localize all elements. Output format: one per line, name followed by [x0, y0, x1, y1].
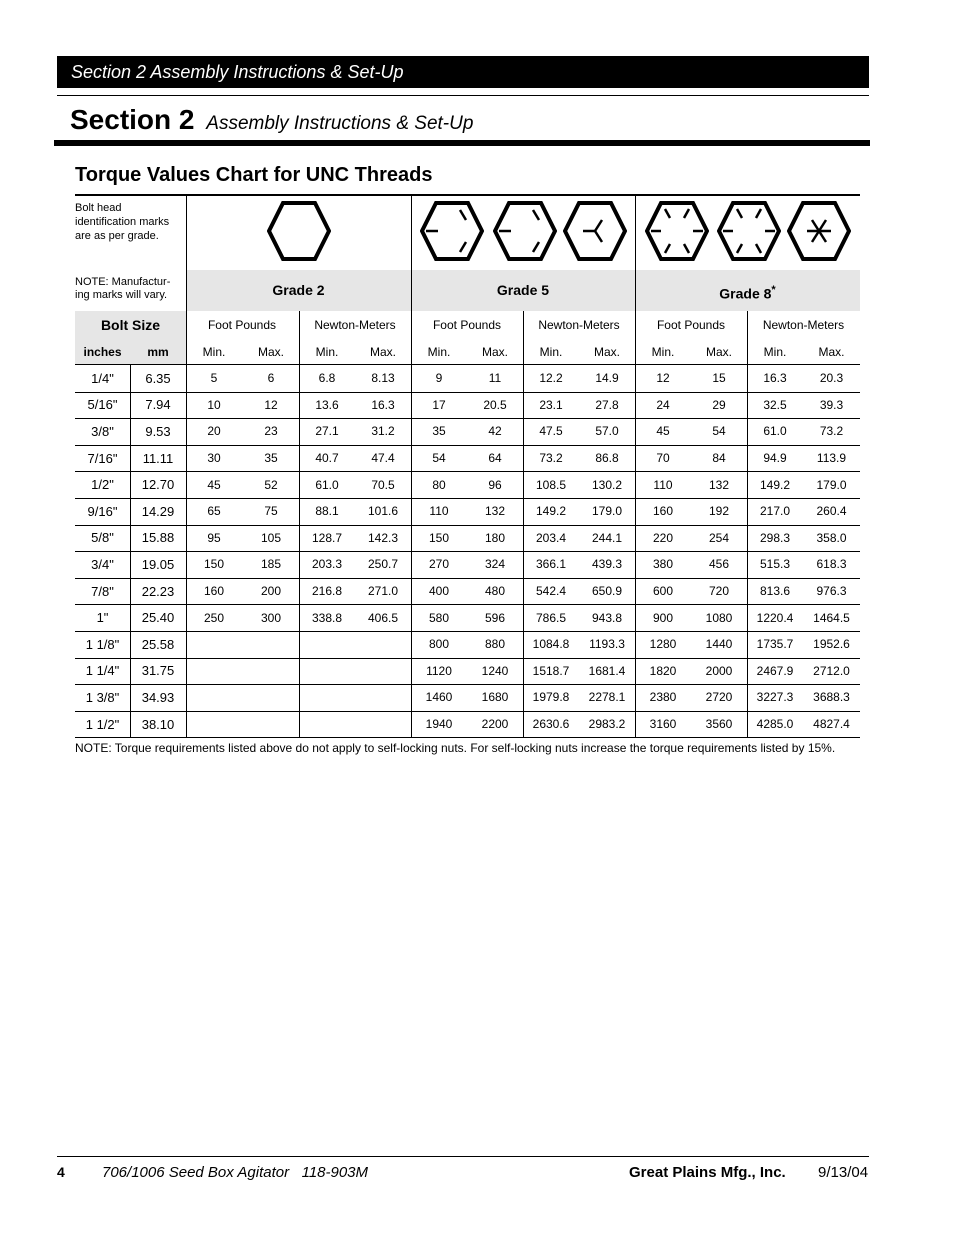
torque-value: 45 — [656, 424, 670, 439]
torque-value: 142.3 — [367, 530, 399, 545]
bolt-size-inches: 1/2" — [91, 477, 114, 493]
torque-value: 160 — [652, 504, 674, 519]
torque-value: 217.0 — [759, 504, 791, 519]
torque-value: 380 — [652, 557, 674, 572]
torque-value: 5 — [210, 371, 218, 386]
torque-value — [299, 684, 355, 711]
torque-value: 2630.6 — [532, 717, 570, 732]
torque-value: 300 — [260, 610, 282, 625]
torque-value: 244.1 — [591, 530, 623, 545]
bolt-size-inches: 7/8" — [91, 583, 114, 599]
torque-value: 20 — [207, 424, 221, 439]
torque-value: 4285.0 — [756, 717, 794, 732]
bolt-size-mm: 11.11 — [142, 450, 174, 466]
torque-value: 96 — [488, 477, 502, 492]
torque-value: 14.9 — [595, 371, 619, 386]
min-header: Min. — [651, 344, 675, 359]
section-divider — [54, 140, 870, 146]
table-row — [75, 711, 860, 738]
bolt-size-mm: 34.93 — [141, 689, 175, 705]
bolt-size-mm: 14.29 — [141, 503, 175, 519]
torque-value: 358.0 — [816, 530, 847, 545]
torque-value: 1952.6 — [813, 637, 850, 652]
torque-value — [186, 684, 242, 711]
torque-value: 813.6 — [759, 584, 791, 599]
torque-value: 31.2 — [371, 424, 395, 439]
torque-value — [299, 711, 355, 738]
max-header: Max. — [257, 344, 284, 359]
bolt-size-inches: 5/8" — [91, 530, 114, 546]
torque-value: 1280 — [649, 637, 677, 652]
torque-value — [355, 684, 411, 711]
torque-value — [299, 658, 355, 685]
torque-value: 600 — [652, 584, 674, 599]
grade-8-text: Grade 8 — [719, 285, 772, 302]
table-row — [75, 604, 860, 631]
torque-value: 1681.4 — [588, 663, 626, 678]
document-date: 9/13/04 — [818, 1164, 869, 1181]
torque-value: 12.2 — [539, 371, 563, 386]
torque-value: 61.0 — [763, 424, 787, 439]
torque-value: 29 — [712, 397, 726, 412]
torque-value: 27.8 — [595, 397, 619, 412]
min-header: Min. — [539, 344, 563, 359]
torque-value: 11 — [488, 371, 502, 386]
foot-pounds-header: Foot Pounds — [432, 318, 502, 332]
torque-value — [243, 658, 299, 685]
torque-value: 32.5 — [763, 397, 787, 412]
torque-value: 1518.7 — [532, 663, 570, 678]
torque-value: 6.8 — [318, 371, 336, 386]
torque-value: 2380 — [649, 690, 677, 705]
torque-value: 130.2 — [591, 477, 623, 492]
hex-six-marks-icon — [645, 200, 709, 262]
torque-value — [355, 631, 411, 658]
torque-value: 203.3 — [311, 557, 343, 572]
torque-value: 54 — [432, 451, 446, 466]
document-title: 706/1006 Seed Box Agitator 118-903M — [102, 1164, 369, 1181]
torque-value: 101.6 — [367, 504, 399, 519]
torque-value: 23 — [264, 424, 278, 439]
torque-value: 1220.4 — [756, 610, 794, 625]
max-header: Max. — [369, 344, 396, 359]
torque-value: 720 — [708, 584, 730, 599]
torque-value: 84 — [712, 451, 726, 466]
torque-value: 1979.8 — [532, 690, 570, 705]
torque-value: 54 — [712, 424, 726, 439]
torque-value: 1240 — [481, 663, 509, 678]
hex-plain-icon — [267, 200, 331, 262]
bolt-size-inches: 3/8" — [91, 423, 114, 439]
torque-value: 40.7 — [315, 451, 339, 466]
manufacturing-note: NOTE: Manufactur-ing marks will vary. — [75, 276, 171, 301]
torque-value: 900 — [652, 610, 674, 625]
bolt-size-inches: 1 1/2" — [85, 716, 120, 732]
torque-value: 20.5 — [483, 397, 507, 412]
footer-divider — [57, 1156, 869, 1157]
grid-line — [747, 311, 748, 737]
torque-value — [186, 631, 242, 658]
torque-value: 2278.1 — [588, 690, 626, 705]
hex-three-marks-icon — [493, 200, 557, 262]
torque-value: 20.3 — [819, 371, 844, 386]
bolt-size-inches: 7/16" — [87, 450, 118, 466]
torque-value: 200 — [260, 584, 282, 599]
torque-value: 149.2 — [535, 504, 567, 519]
table-row — [75, 471, 860, 498]
torque-value: 113.9 — [816, 451, 847, 466]
foot-pounds-header: Foot Pounds — [656, 318, 726, 332]
torque-value: 110 — [429, 504, 449, 519]
page-number: 4 — [57, 1164, 65, 1180]
torque-value: 2200 — [481, 717, 509, 732]
torque-value: 3560 — [705, 717, 733, 732]
bolt-size-mm: 31.75 — [141, 663, 175, 679]
torque-value: 150 — [428, 530, 450, 545]
torque-value: 9 — [435, 371, 443, 386]
bolt-size-inches: 1 1/8" — [85, 636, 120, 652]
torque-value: 1940 — [425, 717, 453, 732]
torque-value: 1080 — [705, 610, 733, 625]
section-title — [70, 104, 473, 136]
torque-value: 456 — [708, 557, 730, 572]
torque-value: 160 — [203, 584, 225, 599]
torque-value: 254 — [708, 530, 730, 545]
grid-line — [299, 311, 300, 737]
torque-value: 203.4 — [535, 530, 567, 545]
grade-5-label — [411, 270, 635, 311]
table-row — [75, 551, 860, 578]
max-header: Max. — [705, 344, 732, 359]
section-subtitle: Assembly Instructions & Set-Up — [206, 113, 474, 134]
bolt-size-mm: 12.70 — [141, 477, 175, 493]
torque-value: 80 — [432, 477, 446, 492]
torque-value: 150 — [203, 557, 225, 572]
torque-value: 338.8 — [311, 610, 343, 625]
torque-value: 1193.3 — [589, 637, 625, 652]
torque-value: 2467.9 — [756, 663, 794, 678]
torque-value: 10 — [207, 397, 221, 412]
torque-value: 1460 — [425, 690, 453, 705]
section-header-bar: Section 2 Assembly Instructions & Set-Up — [57, 56, 869, 88]
torque-value — [243, 631, 299, 658]
torque-value: 108.5 — [535, 477, 567, 492]
torque-value: 2712.0 — [813, 663, 850, 678]
torque-value: 1120 — [426, 663, 452, 678]
torque-value: 3160 — [649, 717, 677, 732]
min-max-row — [75, 339, 860, 364]
torque-value: 27.1 — [315, 424, 339, 439]
torque-value: 216.8 — [311, 584, 343, 599]
torque-value: 250.7 — [367, 557, 399, 572]
torque-value: 42 — [488, 424, 502, 439]
torque-value: 650.9 — [591, 584, 623, 599]
torque-value: 47.4 — [371, 451, 395, 466]
torque-value: 324 — [484, 557, 506, 572]
torque-value: 47.5 — [539, 424, 563, 439]
bolt-size-mm: 25.40 — [141, 610, 175, 626]
table-row — [75, 445, 860, 472]
torque-value: 1820 — [649, 663, 677, 678]
max-header: Max. — [818, 344, 845, 359]
header-divider — [57, 95, 869, 96]
torque-value: 17 — [432, 397, 446, 412]
torque-value: 250 — [203, 610, 225, 625]
company-name: Great Plains Mfg., Inc. — [629, 1164, 786, 1181]
footnote: NOTE: Torque requirements listed above do not apply to self-locking nuts. For self-locking nuts increase the torque requirements listed by 15%. — [75, 741, 836, 755]
torque-value: 6 — [267, 371, 275, 386]
torque-value: 270 — [428, 557, 450, 572]
torque-value: 179.0 — [591, 504, 623, 519]
bolt-size-mm: 9.53 — [145, 423, 171, 439]
torque-value — [243, 711, 299, 738]
torque-value: 75 — [264, 504, 278, 519]
bolt-size-inches: 5/16" — [87, 397, 118, 413]
newton-meters-header: Newton-Meters — [762, 318, 845, 332]
torque-value: 618.3 — [816, 557, 847, 572]
torque-value: 596 — [484, 610, 506, 625]
torque-value: 15 — [712, 371, 726, 386]
torque-value — [355, 711, 411, 738]
torque-value: 2983.2 — [588, 717, 626, 732]
grade-5-text: Grade 5 — [496, 282, 550, 298]
torque-value: 880 — [484, 637, 506, 652]
torque-value — [186, 711, 242, 738]
torque-value: 73.2 — [539, 451, 563, 466]
torque-value: 192 — [708, 504, 730, 519]
torque-value: 542.4 — [535, 584, 567, 599]
torque-value: 30 — [207, 451, 221, 466]
torque-value: 179.0 — [816, 477, 847, 492]
foot-pounds-header: Foot Pounds — [207, 318, 277, 332]
bolt-size-inches: 9/16" — [87, 503, 118, 519]
torque-value: 86.8 — [595, 451, 619, 466]
table-rule — [75, 737, 860, 738]
unit-row — [75, 311, 860, 339]
mm-header: mm — [130, 339, 186, 364]
torque-value: 70 — [656, 451, 670, 466]
torque-value: 3227.3 — [756, 690, 794, 705]
bolt-size-inches: 3/4" — [91, 556, 114, 572]
grid-line — [523, 311, 524, 737]
grade-8-asterisk: * — [771, 284, 776, 296]
torque-value: 976.3 — [816, 584, 847, 599]
torque-value: 88.1 — [315, 504, 339, 519]
torque-value: 13.6 — [315, 397, 339, 412]
bolt-size-inches: 1 3/8" — [85, 689, 120, 705]
torque-value: 515.3 — [759, 557, 791, 572]
torque-value — [355, 658, 411, 685]
table-row — [75, 498, 860, 525]
torque-value: 480 — [484, 584, 506, 599]
bolt-size-mm: 7.94 — [145, 397, 171, 413]
table-row — [75, 684, 860, 711]
table-row — [75, 658, 860, 685]
torque-value: 1440 — [705, 637, 733, 652]
bolt-size-inches: 1/4" — [91, 370, 114, 386]
torque-value: 149.2 — [759, 477, 791, 492]
section-title-main: Section 2 — [70, 104, 195, 135]
torque-value: 24 — [656, 397, 670, 412]
torque-value: 1464.5 — [813, 610, 850, 625]
torque-value: 94.9 — [763, 451, 787, 466]
bolt-head-note: Bolt head identification marks are as per grade. — [75, 202, 170, 242]
table-row — [75, 631, 860, 658]
torque-value: 70.5 — [371, 477, 395, 492]
torque-value: 185 — [260, 557, 282, 572]
torque-value: 406.5 — [367, 610, 399, 625]
newton-meters-header: Newton-Meters — [538, 318, 620, 332]
torque-value: 260.4 — [816, 504, 847, 519]
torque-value: 64 — [488, 451, 502, 466]
min-header: Min. — [315, 344, 339, 359]
torque-value: 16.3 — [371, 397, 395, 412]
chart-title: Torque Values Chart for UNC Threads — [75, 164, 433, 186]
torque-value: 65 — [207, 504, 221, 519]
min-header: Min. — [763, 344, 787, 359]
bolt-size-mm: 6.35 — [145, 370, 171, 386]
torque-value: 61.0 — [315, 477, 339, 492]
max-header: Max. — [593, 344, 620, 359]
torque-value — [186, 658, 242, 685]
torque-value: 1735.7 — [756, 637, 794, 652]
max-header: Max. — [481, 344, 508, 359]
bolt-size-inches: 1" — [96, 610, 109, 626]
torque-value: 110 — [653, 477, 673, 492]
table-row — [75, 418, 860, 445]
torque-value — [243, 684, 299, 711]
bolt-size-mm: 22.23 — [141, 583, 175, 599]
torque-value: 800 — [428, 637, 450, 652]
torque-value — [299, 631, 355, 658]
torque-value: 35 — [264, 451, 278, 466]
torque-value: 35 — [432, 424, 446, 439]
torque-value: 366.1 — [535, 557, 567, 572]
torque-value: 105 — [260, 530, 282, 545]
inches-header: inches — [75, 339, 130, 364]
table-row — [75, 578, 860, 605]
torque-value: 128.7 — [311, 530, 343, 545]
newton-meters-header: Newton-Meters — [314, 318, 396, 332]
torque-value: 57.0 — [595, 424, 619, 439]
bolt-size-inches: 1 1/4" — [85, 663, 120, 679]
torque-value: 1084.8 — [532, 637, 570, 652]
torque-value: 73.2 — [819, 424, 844, 439]
grid-line — [130, 365, 131, 737]
torque-value: 2720 — [705, 690, 733, 705]
hex-three-marks-icon — [563, 200, 627, 262]
grade-8-label — [635, 270, 860, 311]
torque-value: 400 — [428, 584, 450, 599]
torque-value: 439.3 — [591, 557, 623, 572]
bolt-size-mm: 19.05 — [141, 556, 175, 572]
torque-value: 39.3 — [819, 397, 844, 412]
torque-value: 271.0 — [367, 584, 399, 599]
torque-value: 12 — [656, 371, 670, 386]
grade-2-label: Grade 2 — [272, 282, 325, 298]
torque-value: 2000 — [705, 663, 733, 678]
torque-value: 943.8 — [591, 610, 623, 625]
chart-title-rule — [75, 194, 860, 196]
bolt-size-mm: 15.88 — [141, 530, 175, 546]
table-row — [75, 392, 860, 419]
hex-six-marks-icon — [717, 200, 781, 262]
torque-value: 220 — [652, 530, 674, 545]
torque-value: 52 — [264, 477, 278, 492]
torque-value: 180 — [484, 530, 506, 545]
torque-value: 95 — [207, 530, 221, 545]
min-header: Min. — [427, 344, 451, 359]
hex-six-marks-icon — [787, 200, 851, 262]
min-header: Min. — [202, 344, 226, 359]
torque-value: 16.3 — [763, 371, 787, 386]
table-row — [75, 365, 860, 392]
torque-value: 1680 — [481, 690, 509, 705]
torque-value: 132 — [484, 504, 506, 519]
hex-three-marks-icon — [420, 200, 484, 262]
torque-value: 45 — [207, 477, 221, 492]
torque-value: 3688.3 — [813, 690, 850, 705]
torque-value: 298.3 — [759, 530, 791, 545]
torque-value: 12 — [264, 397, 278, 412]
bolt-size-header: Bolt Size — [75, 311, 186, 339]
torque-value: 786.5 — [535, 610, 567, 625]
torque-value: 8.13 — [371, 371, 395, 386]
bolt-size-mm: 38.10 — [141, 716, 175, 732]
torque-value: 23.1 — [539, 397, 563, 412]
table-row — [75, 525, 860, 552]
torque-value: 132 — [708, 477, 730, 492]
bolt-size-mm: 25.58 — [141, 636, 175, 652]
torque-value: 4827.4 — [813, 717, 850, 732]
torque-value: 580 — [428, 610, 450, 625]
